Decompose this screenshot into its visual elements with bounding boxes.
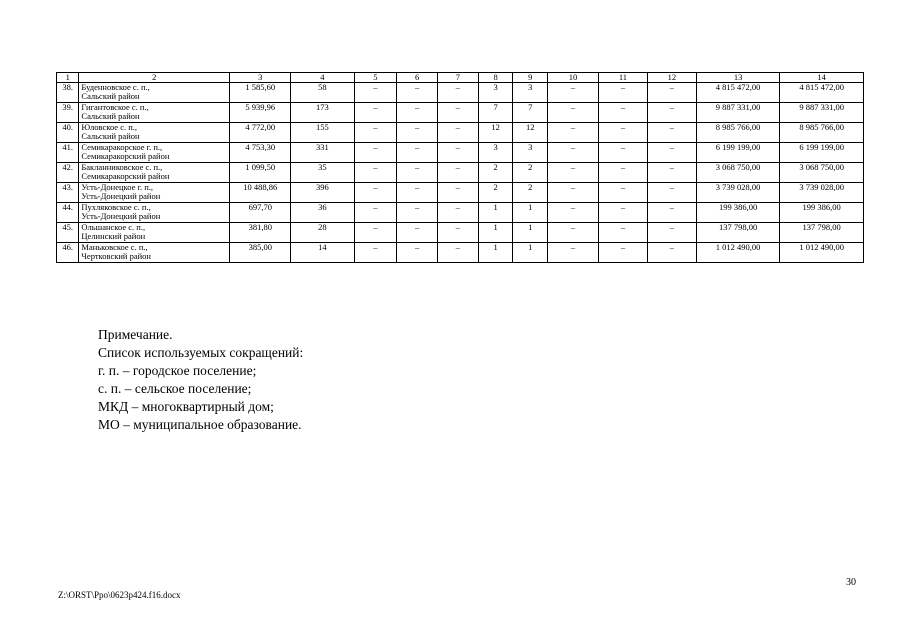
note-line: с. п. – сельское поселение; [98, 381, 252, 396]
cell-c10: – [548, 83, 599, 103]
cell-c8: 1 [478, 243, 513, 263]
cell-c10: – [548, 103, 599, 123]
cell-c13: 8 985 766,00 [696, 123, 780, 143]
settlement-name: Юловское с. п., [81, 122, 138, 132]
cell-c12: – [647, 163, 696, 183]
cell-c5: – [354, 243, 397, 263]
cell-c10: – [548, 123, 599, 143]
municipality-name [79, 143, 230, 163]
settlement-name: Буденновское с. п., [81, 82, 150, 92]
table-row [57, 163, 864, 183]
cell-c11: – [599, 103, 648, 123]
table-row [57, 103, 864, 123]
cell-c13: 3 068 750,00 [696, 163, 780, 183]
cell-c13: 199 386,00 [696, 203, 780, 223]
cell-c6: – [397, 123, 438, 143]
cell-c11: – [599, 163, 648, 183]
municipality-name [79, 83, 230, 103]
municipality-name [79, 203, 230, 223]
header-cell: 11 [599, 73, 648, 83]
cell-c4: 36 [291, 203, 354, 223]
header-cell: 14 [780, 73, 864, 83]
cell-c3: 4 753,30 [230, 143, 291, 163]
row-number: 38. [57, 83, 79, 103]
row-number: 44. [57, 203, 79, 223]
header-cell: 4 [291, 73, 354, 83]
settlement-name: Гигантовское с. п., [81, 102, 149, 112]
cell-c10: – [548, 223, 599, 243]
cell-c7: – [438, 243, 479, 263]
cell-c12: – [647, 123, 696, 143]
cell-c8: 3 [478, 143, 513, 163]
header-cell: 7 [438, 73, 479, 83]
cell-c3: 10 488,86 [230, 183, 291, 203]
cell-c6: – [397, 163, 438, 183]
cell-c14: 8 985 766,00 [780, 123, 864, 143]
cell-c12: – [647, 223, 696, 243]
cell-c12: – [647, 103, 696, 123]
cell-c4: 58 [291, 83, 354, 103]
cell-c6: – [397, 143, 438, 163]
municipality-name [79, 103, 230, 123]
cell-c5: – [354, 203, 397, 223]
cell-c14: 6 199 199,00 [780, 143, 864, 163]
cell-c6: – [397, 83, 438, 103]
cell-c10: – [548, 243, 599, 263]
table-body [57, 73, 864, 263]
file-path: Z:\ORST\Ppo\0623p424.f16.docx [58, 590, 181, 600]
row-number: 41. [57, 143, 79, 163]
district-name: Сальский район [81, 111, 140, 121]
cell-c14: 137 798,00 [780, 223, 864, 243]
cell-c11: – [599, 243, 648, 263]
cell-c14: 1 012 490,00 [780, 243, 864, 263]
cell-c6: – [397, 183, 438, 203]
cell-c14: 3 068 750,00 [780, 163, 864, 183]
district-name: Сальский район [81, 91, 140, 101]
settlement-name: Ольшанское с. п., [81, 222, 146, 232]
cell-c9: 7 [513, 103, 548, 123]
header-cell: 9 [513, 73, 548, 83]
table-row [57, 243, 864, 263]
cell-c7: – [438, 123, 479, 143]
cell-c12: – [647, 183, 696, 203]
cell-c5: – [354, 183, 397, 203]
cell-c11: – [599, 143, 648, 163]
cell-c10: – [548, 163, 599, 183]
cell-c14: 3 739 028,00 [780, 183, 864, 203]
row-number: 42. [57, 163, 79, 183]
district-name: Усть-Донецкий район [81, 191, 161, 201]
municipality-name [79, 183, 230, 203]
cell-c3: 5 939,96 [230, 103, 291, 123]
cell-c7: – [438, 223, 479, 243]
district-name: Усть-Донецкий район [81, 211, 161, 221]
cell-c5: – [354, 143, 397, 163]
cell-c13: 137 798,00 [696, 223, 780, 243]
cell-c9: 2 [513, 183, 548, 203]
table-row [57, 203, 864, 223]
cell-c13: 3 739 028,00 [696, 183, 780, 203]
settlement-name: Усть-Донецкое г. п., [81, 182, 154, 192]
cell-c8: 7 [478, 103, 513, 123]
cell-c11: – [599, 123, 648, 143]
cell-c7: – [438, 163, 479, 183]
cell-c13: 6 199 199,00 [696, 143, 780, 163]
settlement-name: Семикаракорское г. п., [81, 142, 163, 152]
cell-c3: 1 099,50 [230, 163, 291, 183]
cell-c8: 3 [478, 83, 513, 103]
cell-c9: 1 [513, 243, 548, 263]
cell-c3: 4 772,00 [230, 123, 291, 143]
cell-c9: 12 [513, 123, 548, 143]
cell-c7: – [438, 103, 479, 123]
row-number: 39. [57, 103, 79, 123]
cell-c9: 1 [513, 223, 548, 243]
cell-c14: 199 386,00 [780, 203, 864, 223]
header-cell: 5 [354, 73, 397, 83]
row-number: 46. [57, 243, 79, 263]
cell-c11: – [599, 83, 648, 103]
municipality-name [79, 123, 230, 143]
cell-c11: – [599, 223, 648, 243]
cell-c3: 385,00 [230, 243, 291, 263]
cell-c4: 35 [291, 163, 354, 183]
table-row [57, 143, 864, 163]
cell-c11: – [599, 183, 648, 203]
cell-c5: – [354, 123, 397, 143]
header-cell: 13 [696, 73, 780, 83]
page-number: 30 [846, 577, 856, 588]
cell-c6: – [397, 223, 438, 243]
cell-c5: – [354, 83, 397, 103]
cell-c13: 1 012 490,00 [696, 243, 780, 263]
settlement-name: Пухляковское с. п., [81, 202, 151, 212]
cell-c8: 2 [478, 183, 513, 203]
table-row [57, 183, 864, 203]
cell-c4: 396 [291, 183, 354, 203]
row-number: 43. [57, 183, 79, 203]
district-name: Сальский район [81, 131, 140, 141]
municipality-name [79, 163, 230, 183]
district-name: Целинский район [81, 231, 146, 241]
cell-c14: 4 815 472,00 [780, 83, 864, 103]
municipality-name [79, 223, 230, 243]
table-row [57, 83, 864, 103]
header-cell: 3 [230, 73, 291, 83]
settlement-name: Бакланниковское с. п., [81, 162, 163, 172]
note-line: МО – муниципальное образование. [98, 417, 302, 432]
table-row [57, 223, 864, 243]
cell-c4: 155 [291, 123, 354, 143]
cell-c3: 1 585,60 [230, 83, 291, 103]
cell-c6: – [397, 243, 438, 263]
cell-c4: 173 [291, 103, 354, 123]
cell-c4: 14 [291, 243, 354, 263]
cell-c6: – [397, 203, 438, 223]
cell-c14: 9 887 331,00 [780, 103, 864, 123]
row-number: 40. [57, 123, 79, 143]
cell-c10: – [548, 183, 599, 203]
cell-c11: – [599, 203, 648, 223]
header-cell: 1 [57, 73, 79, 83]
cell-c3: 381,80 [230, 223, 291, 243]
cell-c10: – [548, 203, 599, 223]
cell-c13: 9 887 331,00 [696, 103, 780, 123]
district-name: Семикаракорский район [81, 151, 170, 161]
cell-c9: 1 [513, 203, 548, 223]
note-title: Примечание. [98, 327, 173, 342]
cell-c8: 12 [478, 123, 513, 143]
cell-c8: 1 [478, 223, 513, 243]
district-name: Чертковский район [81, 251, 151, 261]
cell-c7: – [438, 203, 479, 223]
cell-c9: 3 [513, 143, 548, 163]
header-cell: 2 [79, 73, 230, 83]
cell-c4: 331 [291, 143, 354, 163]
cell-c9: 2 [513, 163, 548, 183]
note-line: Список используемых сокращений: [98, 345, 304, 360]
note-block [98, 326, 303, 434]
cell-c8: 1 [478, 203, 513, 223]
cell-c10: – [548, 143, 599, 163]
cell-c7: – [438, 143, 479, 163]
district-name: Семикаракорский район [81, 171, 170, 181]
cell-c5: – [354, 103, 397, 123]
header-cell: 6 [397, 73, 438, 83]
cell-c7: – [438, 183, 479, 203]
table-row [57, 123, 864, 143]
cell-c12: – [647, 203, 696, 223]
header-cell: 8 [478, 73, 513, 83]
cell-c5: – [354, 223, 397, 243]
note-line: МКД – многоквартирный дом; [98, 399, 274, 414]
header-cell: 12 [647, 73, 696, 83]
note-line: г. п. – городское поселение; [98, 363, 257, 378]
settlement-name: Маньковское с. п., [81, 242, 148, 252]
header-cell: 10 [548, 73, 599, 83]
municipality-name [79, 243, 230, 263]
cell-c6: – [397, 103, 438, 123]
cell-c9: 3 [513, 83, 548, 103]
cell-c12: – [647, 243, 696, 263]
cell-c8: 2 [478, 163, 513, 183]
table-header-row [57, 73, 864, 83]
data-table [56, 72, 864, 263]
cell-c12: – [647, 143, 696, 163]
cell-c13: 4 815 472,00 [696, 83, 780, 103]
cell-c7: – [438, 83, 479, 103]
row-number: 45. [57, 223, 79, 243]
cell-c12: – [647, 83, 696, 103]
cell-c5: – [354, 163, 397, 183]
cell-c4: 28 [291, 223, 354, 243]
cell-c3: 697,70 [230, 203, 291, 223]
